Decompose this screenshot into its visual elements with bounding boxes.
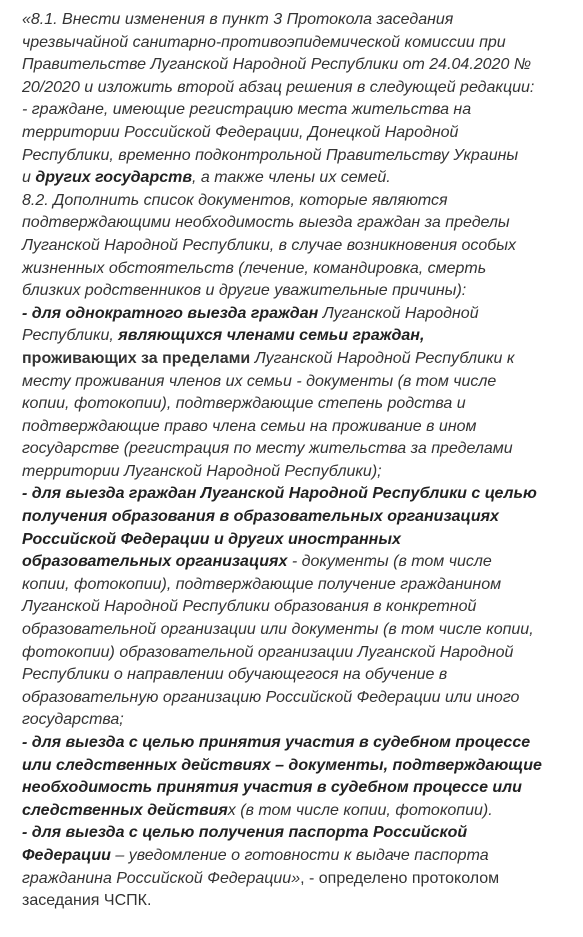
text-line [22, 732, 567, 755]
text-line [22, 777, 567, 800]
text-line [22, 54, 567, 77]
text-line [22, 167, 567, 190]
text-line [22, 529, 567, 552]
text-line [22, 596, 567, 619]
text-line [22, 145, 567, 168]
text-segment: - граждане, имеющие регистрацию места жительства на [22, 101, 472, 119]
bold-text-segment: получения образования в образовательных организациях [22, 508, 499, 526]
text-segment: 20/2020 и изложить второй абзац решения в следующей редакции: [22, 78, 535, 96]
text-segment: , - определено протоколом [300, 869, 500, 887]
text-segment: близких родственников и другие уважительные причины): [22, 282, 467, 300]
text-line [22, 642, 567, 665]
text-line [22, 416, 567, 439]
text-segment: , а также члены их семей. [192, 169, 391, 187]
text-line [22, 99, 567, 122]
text-segment: и [22, 169, 36, 187]
text-line [22, 506, 567, 529]
text-segment: территории Луганской Народной Республики); [22, 462, 382, 480]
bold-text-segment: необходимость принятия участия в судебном процессе или [22, 779, 522, 797]
text-segment: государстве (регистрация по месту жительства за пределами [22, 440, 513, 458]
text-line [22, 348, 567, 371]
text-segment: копии, фотокопии), подтверждающие степень родства и [22, 395, 466, 413]
text-segment: «8.1. Внести изменения в пункт 3 Протокола заседания [22, 11, 454, 28]
text-line [22, 122, 567, 145]
text-line [22, 574, 567, 597]
text-segment: месту проживания членов их семьи - документы (в том числе [22, 372, 497, 390]
text-segment: Луганской Народной [318, 304, 479, 322]
text-line [22, 800, 567, 823]
text-line [22, 212, 567, 235]
text-segment: Луганской Народной Республики, в случае возникновения особых [22, 236, 517, 254]
text-segment: образовательной организации или документы (в том числе копии, [22, 621, 534, 639]
text-line [22, 619, 567, 642]
text-line [22, 438, 567, 461]
text-segment: Республики, [22, 327, 119, 345]
bold-text-segment: для однократного выезда граждан [31, 304, 319, 322]
text-line [22, 822, 567, 845]
text-line [22, 303, 567, 326]
text-segment: гражданина Российской Федерации» [22, 869, 301, 887]
bold-text-segment: Федерации [22, 846, 111, 864]
text-line [22, 483, 567, 506]
text-line [22, 755, 567, 778]
text-segment: копии, фотокопии), подтверждающие получение гражданином [22, 575, 502, 593]
text-line [22, 32, 567, 55]
text-segment: х (в том числе копии, фотокопии). [227, 801, 493, 819]
bold-text-segment: - [22, 824, 32, 842]
text-segment: территории Российской Федерации, Донецкой Народной [22, 123, 459, 141]
text-line [22, 77, 567, 100]
text-segment: Луганской Народной Республики образования в конкретной [22, 598, 477, 616]
bold-text-segment: для выезда граждан Луганской Народной Республики с целью [31, 485, 537, 503]
text-line [22, 280, 567, 303]
bold-text-segment: являющихся членами семьи граждан, [118, 327, 425, 345]
bold-text-segment: следственных действия [22, 801, 228, 819]
text-segment: фотокопии) образовательной организации Луганской Народной [22, 643, 514, 661]
bold-text-segment: для выезда с целью получения паспорта Российской [31, 824, 468, 842]
text-segment: Правительстве Луганской Народной Республики от 24.04.2020 № [22, 56, 532, 74]
text-segment: заседания ЧСПК. [22, 892, 152, 910]
text-segment: образовательную организацию Российской Федерации или иного [22, 688, 520, 706]
text-line [22, 551, 567, 574]
text-segment: подтверждающими необходимость выезда граждан за пределы [22, 214, 510, 232]
text-line [22, 371, 567, 394]
text-line [22, 258, 567, 281]
text-line [22, 664, 567, 687]
text-segment: Республики, временно подконтрольной Правительству Украины [22, 146, 519, 164]
bold-text-segment: или следственных действиях – документы, подтверждающие [22, 756, 542, 774]
bold-text-segment: образовательных организациях [22, 553, 288, 571]
text-line [22, 9, 567, 32]
bold-text-segment: проживающих за пределами [22, 349, 251, 367]
text-segment: – уведомление о готовности к выдаче паспорта [110, 846, 489, 864]
text-segment: государства; [22, 711, 124, 729]
text-segment: 8.2. Дополнить список документов, которые являются [22, 191, 448, 209]
bold-text-segment: - [22, 485, 32, 503]
text-line [22, 687, 567, 710]
text-line [22, 235, 567, 258]
text-line [22, 890, 567, 913]
text-line [22, 190, 567, 213]
text-line [22, 325, 567, 348]
bold-text-segment: Российской Федерации и других иностранных [22, 530, 401, 548]
bold-text-segment: других государств [35, 169, 192, 187]
text-segment: подтверждающие право члена семьи на проживание в ином [22, 417, 477, 435]
text-segment: - документы (в том числе [287, 553, 492, 571]
text-line [22, 709, 567, 732]
text-line [22, 868, 567, 891]
text-segment: жизненных обстоятельств (лечение, командировка, смерть [22, 259, 487, 277]
text-segment: чрезвычайной санитарно-противоэпидемической комиссии при [22, 33, 506, 51]
text-line [22, 393, 567, 416]
text-segment: Республики о направлении обучающегося на обучение в [22, 666, 448, 684]
bold-text-segment: для выезда с целью принятия участия в судебном процессе [31, 734, 531, 751]
text-segment: Луганской Народной Республики к [250, 349, 515, 367]
bold-text-segment: - [22, 304, 32, 322]
text-line [22, 461, 567, 484]
text-line [22, 845, 567, 868]
bold-text-segment: - [22, 734, 32, 751]
